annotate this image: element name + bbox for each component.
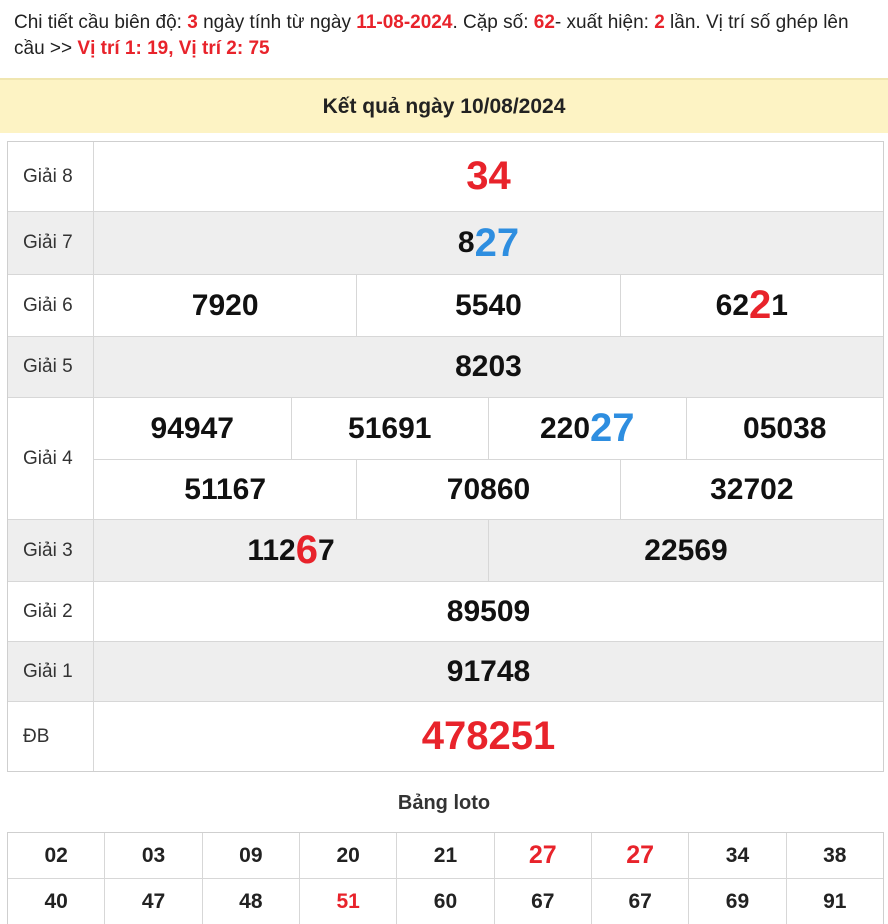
prize-number: 89509 [446,594,531,628]
loto-row [8,833,883,879]
prize-number: 5540 [356,275,619,336]
digit-part: 220 [539,411,591,445]
prize-row-g3 [8,520,883,582]
digit-part: 1 [771,288,788,322]
loto-cell: 09 [202,833,299,878]
loto-cell: 67 [591,879,688,924]
prize-number: 7920 [191,288,259,322]
loto-cell: 47 [104,879,201,924]
prize-number [94,212,883,274]
loto-cell-highlight: 27 [591,833,688,878]
prize-label: Giải 5 [8,337,94,397]
loto-cell: 60 [396,879,493,924]
digit-part: 8 [457,226,475,259]
digit-part: 7 [317,533,335,567]
summary-text: ngày tính từ ngày [197,12,357,33]
prize-number: 91748 [446,654,531,688]
highlight-digits: 27 [590,406,635,450]
prize-row-g8 [8,142,883,212]
loto-cell: 34 [688,833,785,878]
prize-row-g1 [8,642,883,702]
result-date-header [0,78,888,133]
prize-label: Giải 2 [8,582,94,641]
prize-label: Giải 7 [8,212,94,274]
from-date: 11-08-2024 [356,12,453,33]
prize-number: 32702 [620,460,883,519]
prize-row-g4 [8,398,883,520]
summary-text: lần. Vị trí số ghép lên cầu >> [14,12,849,59]
prize-label: ĐB [8,702,94,771]
prize-row-g2 [8,582,883,642]
prize-number: 51167 [184,472,267,506]
loto-cell: 67 [494,879,591,924]
summary-text: . Cặp số: [452,12,534,33]
prize-label: Giải 6 [8,275,94,336]
highlight-digits: 6 [295,528,318,572]
prize-row-g6 [8,275,883,337]
special-prize-number: 478251 [421,714,556,758]
prize-number [94,520,488,581]
loto-cell: 48 [202,879,299,924]
loto-cell: 40 [44,890,68,913]
prize-label: Giải 1 [8,642,94,701]
prize-row-g7 [8,212,883,275]
digit-part: 112 [247,533,296,567]
prize-number: 94947 [150,411,234,445]
digit-part: 62 [715,288,750,322]
positions-text: Vị trí 1: 19, Vị trí 2: 75 [77,38,270,59]
prize-row-special [8,702,883,771]
loto-cell: 20 [299,833,396,878]
pair-number: 62 [533,12,555,33]
bridge-summary [14,10,880,62]
loto-cell: 69 [688,879,785,924]
highlight-digits: 27 [474,220,520,265]
loto-cell-highlight: 51 [299,879,396,924]
loto-cell: 91 [786,879,883,924]
result-date-title: Kết quả ngày 10/08/2024 [322,94,566,118]
prize-number: 22569 [488,520,883,581]
loto-cell: 38 [786,833,883,878]
prize-label: Giải 8 [8,142,94,211]
prize-row-g5 [8,337,883,398]
prize-label: Giải 3 [8,520,94,581]
appear-count: 2 [654,12,665,33]
loto-table [7,832,884,924]
prize-number [488,398,686,459]
loto-cell: 03 [104,833,201,878]
prize-number: 05038 [686,398,884,459]
prize-label: Giải 4 [8,398,94,519]
span-days: 3 [187,12,198,33]
results-table [7,141,884,772]
loto-row [8,879,883,924]
prize-number: 70860 [356,460,619,519]
highlight-digits: 2 [749,283,772,327]
summary-text: Chi tiết cầu biên độ: [14,12,188,33]
loto-cell: 21 [396,833,493,878]
loto-cell-highlight: 27 [494,833,591,878]
prize-number: 34 [466,154,511,198]
prize-number: 51691 [291,398,489,459]
prize-number: 8203 [455,350,522,383]
summary-text: - xuất hiện: [554,12,655,33]
prize-number [620,275,883,336]
loto-cell: 02 [44,843,68,867]
loto-table-title: Bảng loto [397,792,491,814]
